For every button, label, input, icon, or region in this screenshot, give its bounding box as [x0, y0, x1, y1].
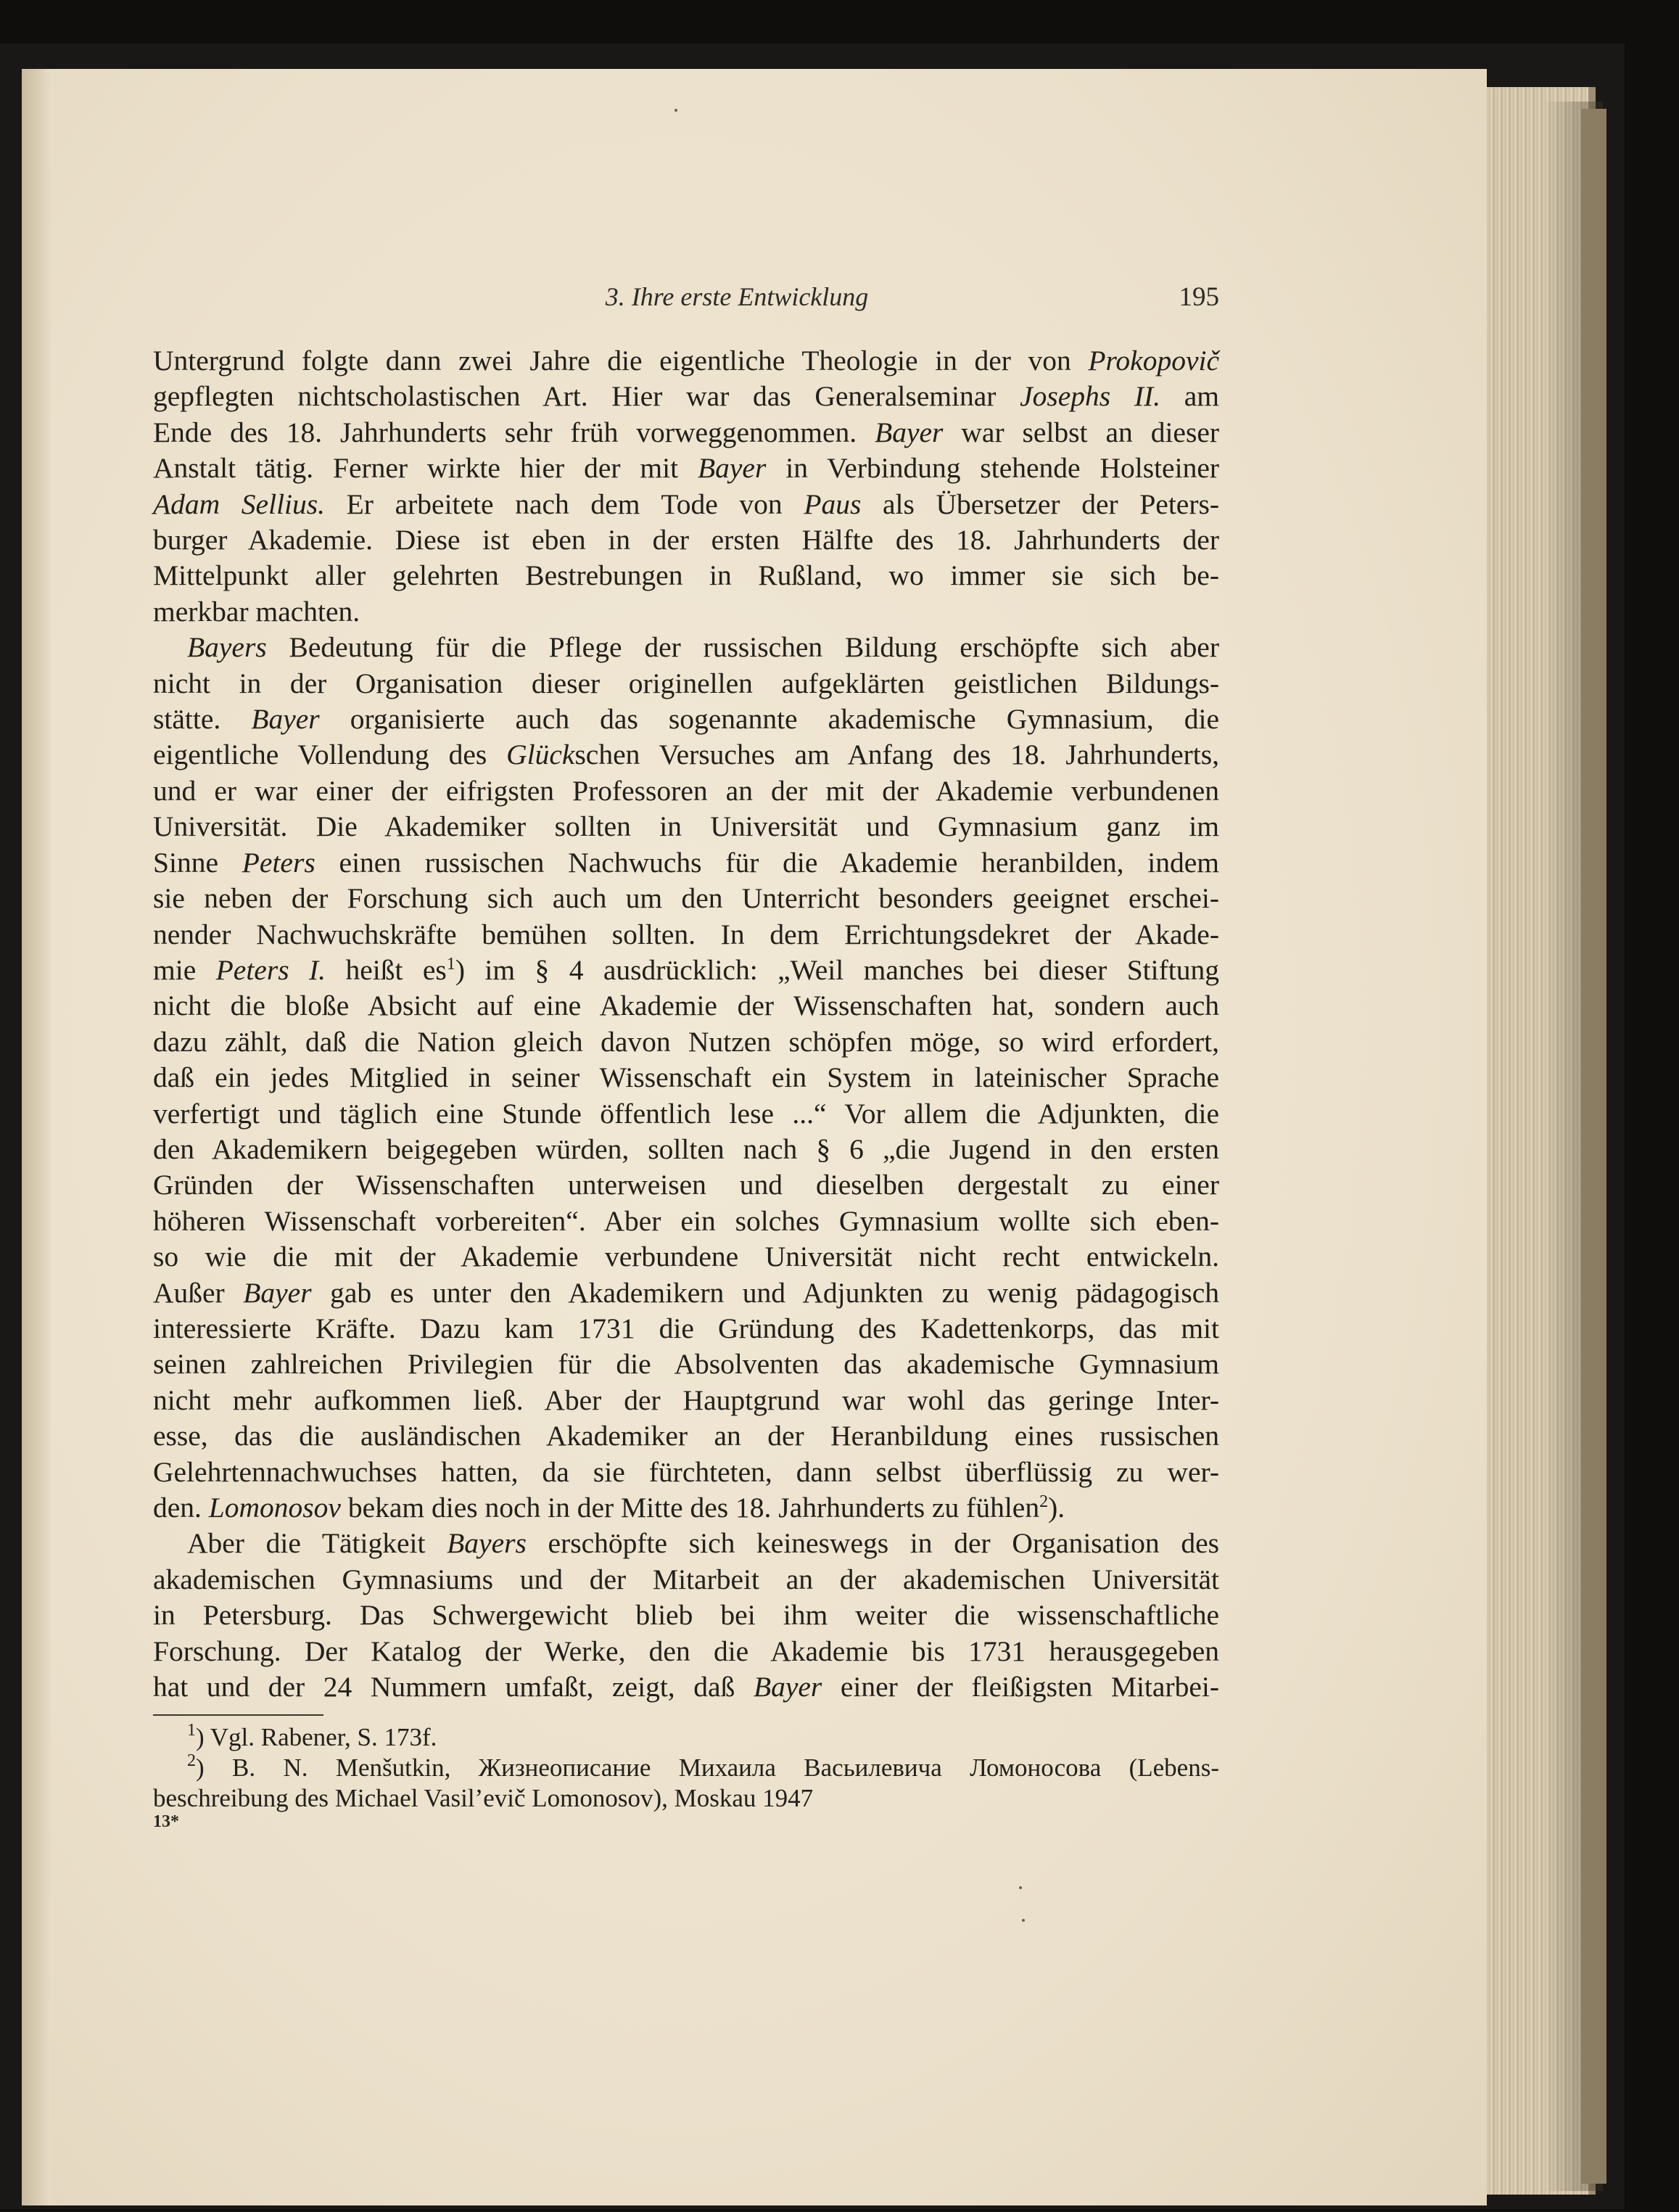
text-line: gepflegten nichtscholastischen Art. Hier war das Generalseminar Josephs II. am [153, 380, 1219, 413]
text-line: Gelehrtennachwuchses hatten, da sie fürchteten, dann selbst überflüssig zu wer- [153, 1455, 1219, 1488]
paper-speck [1022, 1919, 1025, 1922]
text-line: Anstalt tätig. Ferner wirkte hier der mit Bayer in Verbindung stehende Holsteiner [153, 452, 1220, 485]
text-line: Mittelpunkt aller gelehrten Bestrebungen in Rußland, wo immer sie sich be- [153, 559, 1219, 592]
text-line: sie neben der Forschung sich auch um den Unterricht besonders geeignet erschei- [153, 882, 1219, 915]
text-line: so wie die mit der Akademie verbundene Universität nicht recht entwickeln. [153, 1241, 1219, 1273]
text-line: nicht mehr aufkommen ließ. Aber der Hauptgrund war wohl das geringe Inter- [153, 1383, 1219, 1416]
text-line: akademischen Gymnasiums und der Mitarbeit an der akademischen Universität [153, 1563, 1219, 1595]
text-line: seinen zahlreichen Privilegien für die Absolventen das akademische Gymnasium [153, 1348, 1219, 1381]
text-line: nicht die bloße Absicht auf eine Akademie der Wissenschaften hat, sondern auch [153, 990, 1219, 1022]
text-line: stätte. Bayer organisierte auch das sogenannte akademische Gymnasium, die [153, 703, 1220, 736]
text-line: Untergrund folgte dann zwei Jahre die eigentliche Theologie in der von Prokopovič [153, 345, 1219, 377]
text-line: daß ein jedes Mitglied in seiner Wissenschaft ein System in lateinischer Sprache [153, 1061, 1219, 1094]
page-number: 195 [1179, 282, 1219, 312]
running-head-title: 3. Ihre erste Entwicklung [605, 282, 869, 311]
text-line: Ende des 18. Jahrhunderts sehr früh vorweggenommen. Bayer war selbst an dieser [153, 416, 1220, 448]
text-line: Sinne Peters einen russischen Nachwuchs für die Akademie heranbilden, indem [153, 846, 1220, 879]
text-line: Forschung. Der Katalog der Werke, den die Akademie bis 1731 herausgegeben [153, 1635, 1219, 1667]
text-line: burger Akademie. Diese ist eben in der ersten Hälfte des 18. Jahrhunderts der [153, 524, 1219, 556]
signature-mark: 13* [153, 1812, 179, 1831]
book-cover-edge [1581, 109, 1606, 2184]
footnote-ref-1: 1 [446, 954, 455, 974]
text-line: und er war einer der eifrigsten Professoren an der mit der Akademie verbundenen [153, 774, 1219, 807]
text-line: esse, das die ausländischen Akademiker an der Heranbildung eines russischen [153, 1420, 1219, 1452]
footnote-ref-2: 2 [1039, 1492, 1049, 1511]
text-line: höheren Wissenschaft vorbereiten“. Aber ein solches Gymnasium wollte sich eben- [153, 1204, 1219, 1237]
text-line: in Petersburg. Das Schwergewicht blieb bei ihm weiter die wissenschaftliche [153, 1599, 1219, 1632]
text-line: den. Lomonosov bekam dies noch in der Mitte des 18. Jahrhunderts zu fühlen$^2$). [153, 1492, 1065, 1524]
page-binding-shadow [22, 69, 51, 2205]
text-line: Adam Sellius. Er arbeitete nach dem Tode von Paus als Übersetzer der Peters- [153, 488, 1220, 520]
footnotes [153, 1722, 1219, 1814]
text-line: dazu zählt, daß die Nation gleich davon Nutzen schöpfen möge, so wird erfordert, [153, 1025, 1219, 1058]
footnote-1: $^1$) Vgl. Rabener, S. 173f. [187, 1721, 437, 1751]
paper-speck [675, 109, 677, 112]
text-line: Gründen der Wissenschaften unterweisen und dieselben dergestalt zu einer [153, 1169, 1219, 1201]
footnote-2: $^2$) B. N. Menšutkin, Жизнеописание Михаила Васьилевича Ломоносова (Lebens- [187, 1751, 1219, 1782]
text-line: mie Peters I. heißt $es^1$) im § 4 ausdrücklich: „Weil manches bei dieser Stiftung [153, 953, 1220, 986]
body-text [153, 343, 1219, 1705]
running-head [153, 281, 1219, 319]
text-line: Universität. Die Akademiker sollten in Universität und Gymnasium ganz im [153, 810, 1219, 843]
paper-speck [1019, 1886, 1022, 1889]
text-line: eigentliche Vollendung des Glückschen Versuches am Anfang des 18. Jahrhunderts, [153, 739, 1219, 771]
text-line: merkbar machten. [153, 595, 360, 628]
text-line: Bayers Bedeutung für die Pflege der russischen Bildung erschöpfte sich aber [187, 631, 1219, 664]
text-line: nicht in der Organisation dieser originellen aufgeklärten geistlichen Bildungs- [153, 667, 1219, 699]
text-line: Aber die Tätigkeit Bayers erschöpfte sich keineswegs in der Organisation des [187, 1527, 1220, 1560]
text-line: hat und der 24 Nummern umfaßt, zeigt, daß Bayer einer der fleißigsten Mitarbei- [153, 1671, 1220, 1703]
text-line: den Akademikern beigegeben würden, sollten nach § 6 „die Jugend in den ersten [153, 1132, 1219, 1165]
footnote-2-continued: beschreibung des Michael Vasil’evič Lomonosov), Moskau 1947 [153, 1784, 814, 1812]
text-line: interessierte Kräfte. Dazu kam 1731 die Gründung des Kadettenkorps, das mit [153, 1312, 1219, 1344]
footnote-rule [153, 1714, 323, 1716]
text-line: nender Nachwuchskräfte bemühen sollten. In dem Errichtungsdekret der Akade- [153, 918, 1219, 950]
text-line: Außer Bayer gab es unter den Akademikern und Adjunkten zu wenig pädagogisch [153, 1276, 1220, 1309]
text-line: verfertigt und täglich eine Stunde öffentlich lese ...“ Vor allem die Adjunkten, die [153, 1097, 1219, 1130]
